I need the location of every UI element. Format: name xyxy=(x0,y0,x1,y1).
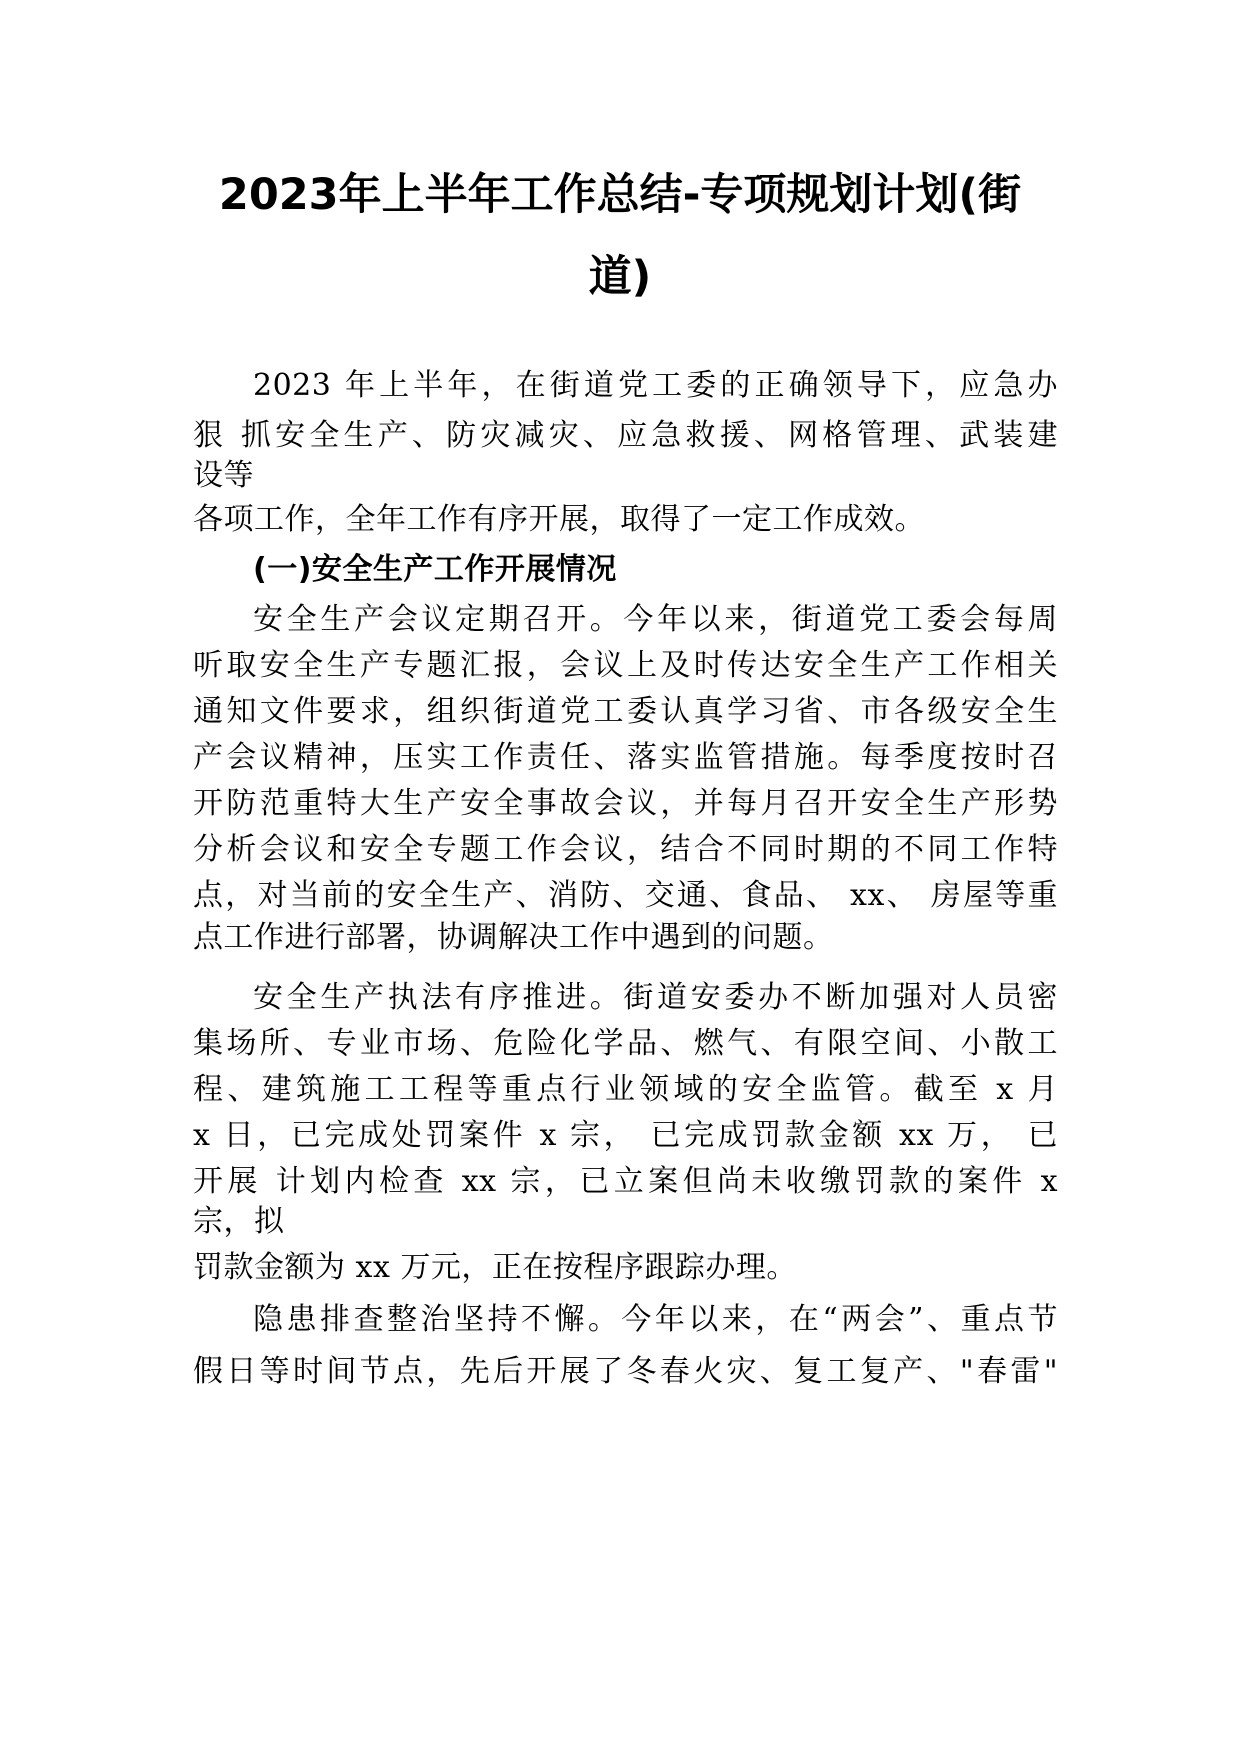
paragraph-line: 开展 计划内检查 xx 宗，已立案但尚未收缴罚款的案件 x xyxy=(193,1164,1058,1199)
section-heading: (一)安全生产工作开展情况 xyxy=(253,552,617,587)
title-line-2: 道) xyxy=(588,252,652,302)
paragraph-line: 隐患排查整治坚持不懈。今年以来，在“两会”、重点节 xyxy=(253,1302,1058,1337)
paragraph-line: 点，对当前的安全生产、消防、交通、食品、 xx、 房屋等重 xyxy=(193,878,1058,913)
paragraph-line: 宗，拟 xyxy=(193,1204,285,1239)
paragraph-line: 罚款金额为 xx 万元，正在按程序跟踪办理。 xyxy=(193,1250,797,1285)
paragraph-line: 听取安全生产专题汇报，会议上及时传达安全生产工作相关 xyxy=(193,648,1058,683)
intro-line: 设等 xyxy=(193,458,254,493)
document-title xyxy=(0,172,1240,300)
intro-line: 2023 年上半年，在街道党工委的正确领导下，应急办 xyxy=(253,368,1058,403)
paragraph-line: 产会议精神，压实工作责任、落实监管措施。每季度按时召 xyxy=(193,740,1058,775)
title-line-1: 2023年上半年工作总结-专项规划计划(街 xyxy=(218,170,1022,220)
paragraph-line: 安全生产执法有序推进。街道安委办不断加强对人员密 xyxy=(253,980,1058,1015)
paragraph-line: 分析会议和安全专题工作会议，结合不同时期的不同工作特 xyxy=(193,832,1058,867)
paragraph-line: 点工作进行部署，协调解决工作中遇到的问题。 xyxy=(193,920,834,955)
intro-line: 各项工作，全年工作有序开展，取得了一定工作成效。 xyxy=(193,502,925,537)
paragraph-line: 通知文件要求，组织街道党工委认真学习省、市各级安全生 xyxy=(193,694,1058,729)
paragraph-line: 程、建筑施工工程等重点行业领域的安全监管。截至 x 月 xyxy=(193,1072,1058,1107)
paragraph-line: 安全生产会议定期召开。今年以来，街道党工委会每周 xyxy=(253,602,1058,637)
paragraph-line: 集场所、专业市场、危险化学品、燃气、有限空间、小散工 xyxy=(193,1026,1058,1061)
intro-line: 狠 抓安全生产、防灾减灾、应急救援、网格管理、武装建 xyxy=(193,418,1058,453)
paragraph-line: x 日，已完成处罚案件 x 宗， 已完成罚款金额 xx 万， 已 xyxy=(193,1118,1058,1153)
paragraph-line: 开防范重特大生产安全事故会议，并每月召开安全生产形势 xyxy=(193,786,1058,821)
paragraph-line: 假日等时间节点，先后开展了冬春火灾、复工复产、"春雷" xyxy=(193,1354,1058,1389)
